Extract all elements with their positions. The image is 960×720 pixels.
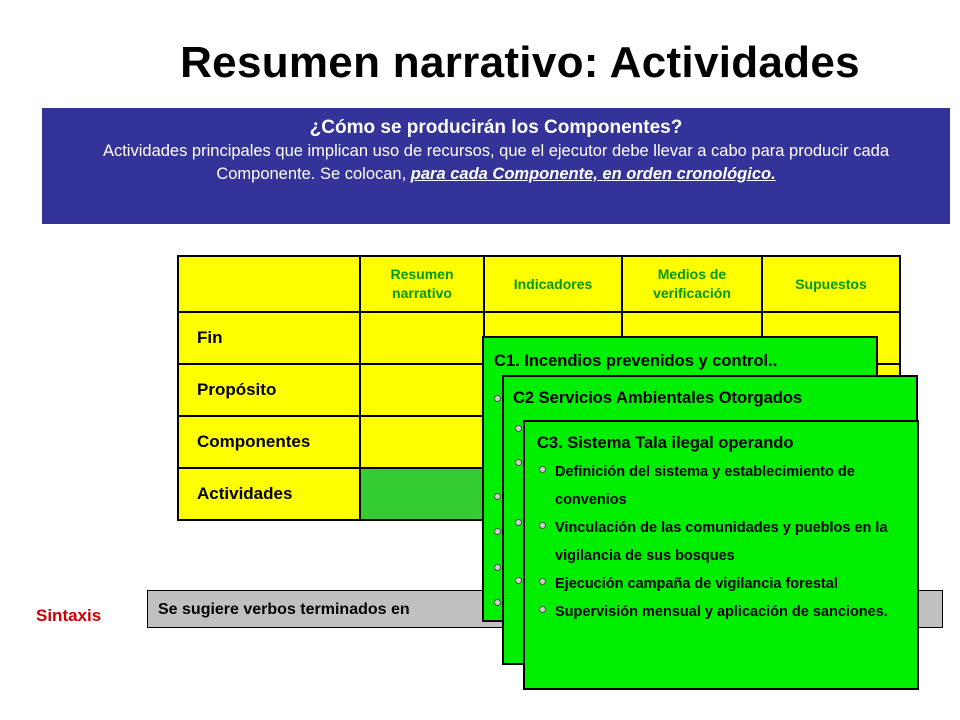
activity-item bbox=[525, 598, 905, 626]
bullet-icon bbox=[494, 564, 501, 571]
bullet-icon bbox=[515, 519, 522, 526]
matrix-cell bbox=[360, 312, 484, 364]
card-title-c1: C1. Incendios prevenidos y control.. bbox=[494, 352, 778, 370]
activity-item-text: Definición del sistema y establecimiento de convenios bbox=[555, 464, 855, 508]
matrix-row-label: Componentes bbox=[178, 416, 360, 468]
matrix-header-supuestos: Supuestos bbox=[762, 256, 900, 312]
page-title: Resumen narrativo: Actividades bbox=[180, 38, 860, 87]
activity-item bbox=[525, 514, 905, 570]
bullet-icon bbox=[494, 493, 501, 500]
matrix-row-label: Fin bbox=[178, 312, 360, 364]
activity-list bbox=[525, 458, 905, 626]
matrix-header-row bbox=[178, 256, 900, 312]
matrix-cell bbox=[360, 364, 484, 416]
bullet-icon bbox=[515, 577, 522, 584]
sintaxis-text: Se sugiere verbos terminados en bbox=[158, 601, 410, 618]
matrix-row-label: Actividades bbox=[178, 468, 360, 520]
bullet-icon bbox=[494, 599, 501, 606]
sintaxis-label: Sintaxis bbox=[36, 606, 102, 625]
card-title-c3: C3. Sistema Tala ilegal operando bbox=[537, 434, 794, 452]
info-heading: ¿Cómo se producirán los Componentes? bbox=[309, 117, 683, 138]
bullet-icon bbox=[539, 578, 546, 585]
card-title-c2: C2 Servicios Ambientales Otorgados bbox=[513, 389, 803, 407]
matrix-cell-highlight bbox=[360, 468, 484, 520]
bullet-icon bbox=[539, 606, 546, 613]
matrix-header-medios: Medios de verificación bbox=[622, 256, 762, 312]
bullet-icon bbox=[515, 425, 522, 432]
matrix-header-indicadores: Indicadores bbox=[484, 256, 622, 312]
matrix-header-empty bbox=[178, 256, 360, 312]
bullet-icon bbox=[494, 528, 501, 535]
activity-item bbox=[525, 570, 905, 598]
matrix-cell bbox=[360, 416, 484, 468]
activity-item-text: Vinculación de las comunidades y pueblos en la vigilancia de sus bosques bbox=[555, 520, 888, 564]
info-box bbox=[42, 108, 950, 224]
bullet-icon bbox=[539, 522, 546, 529]
bullet-icon bbox=[494, 395, 501, 402]
matrix-row-label: Propósito bbox=[178, 364, 360, 416]
activity-item bbox=[525, 458, 905, 514]
info-body-emphasis: para cada Componente, en orden cronológico. bbox=[410, 165, 776, 183]
bullet-icon bbox=[515, 459, 522, 466]
info-body bbox=[42, 140, 950, 186]
activity-item-text: Supervisión mensual y aplicación de sanciones. bbox=[555, 604, 888, 620]
activity-item-text: Ejecución campaña de vigilancia forestal bbox=[555, 576, 838, 592]
info-body-text: Actividades principales que implican uso de recursos, que el ejecutor debe llevar a cabo para producir cada Componente. Se colocan, bbox=[102, 142, 890, 183]
matrix-header-resumen: Resumen narrativo bbox=[360, 256, 484, 312]
component-card-c3 bbox=[523, 420, 919, 690]
bullet-icon bbox=[539, 466, 546, 473]
